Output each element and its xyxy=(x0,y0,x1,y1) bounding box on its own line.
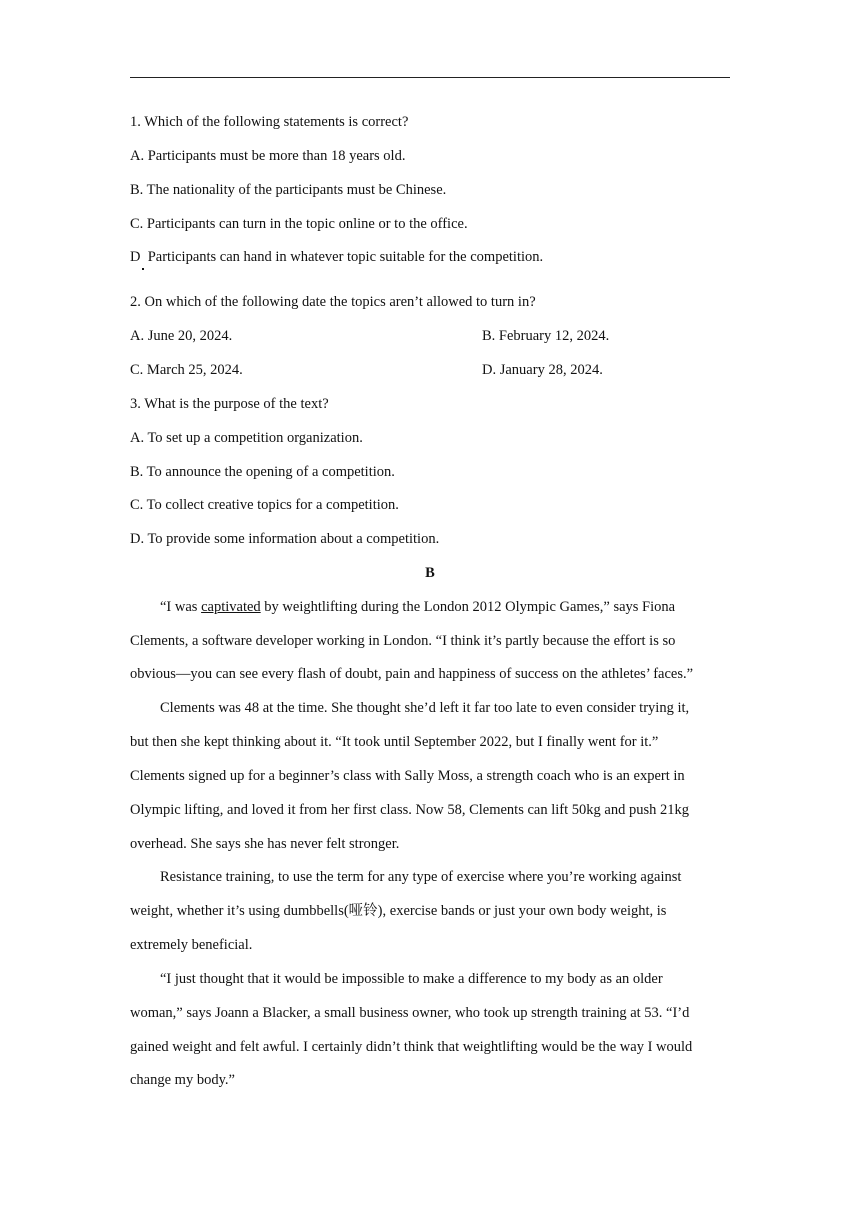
option-d-dot-mark xyxy=(142,268,144,270)
question-2-stem: 2. On which of the following date the topics aren’t allowed to turn in? xyxy=(130,294,536,310)
section-title: B xyxy=(425,565,435,581)
question-1-stem: 1. Which of the following statements is correct? xyxy=(130,114,409,130)
paragraph-2-line-3: Clements signed up for a beginner’s class with Sally Moss, a strength coach who is an expert in xyxy=(130,768,685,784)
paragraph-2-line-2: but then she kept thinking about it. “It took until September 2022, but I finally went for it.” xyxy=(130,734,659,750)
question-3-option-b: B. To announce the opening of a competition. xyxy=(130,464,395,480)
paragraph-2-line-1: Clements was 48 at the time. She thought she’d left it far too late to even consider trying it, xyxy=(160,700,690,716)
paragraph-3-line-3: extremely beneficial. xyxy=(130,937,253,953)
underlined-word: captivated xyxy=(201,599,261,615)
question-3-option-a: A. To set up a competition organization. xyxy=(130,430,363,446)
question-1-option-a: A. Participants must be more than 18 years old. xyxy=(130,148,406,164)
paragraph-3-line-1: Resistance training, to use the term for any type of exercise where you’re working against xyxy=(160,869,682,885)
question-1-option-c: C. Participants can turn in the topic online or to the office. xyxy=(130,216,468,232)
paragraph-4-line-1: “I just thought that it would be impossible to make a difference to my body as an older xyxy=(160,971,663,987)
question-2-option-d: D. January 28, 2024. xyxy=(482,362,603,378)
question-2-option-a: A. June 20, 2024. xyxy=(130,328,233,344)
paragraph-1-text-post: by weightlifting during the London 2012 Olympic Games,” says Fiona xyxy=(260,599,676,615)
paragraph-3-line-2: weight, whether it’s using dumbbells(哑铃), exercise bands or just your own body weight, is xyxy=(130,903,667,919)
paragraph-2-line-4: Olympic lifting, and loved it from her first class. Now 58, Clements can lift 50kg and push 21kg xyxy=(130,802,689,818)
paragraph-1-line-1 xyxy=(160,598,675,616)
paragraph-4-line-3: gained weight and felt awful. I certainly didn’t think that weightlifting would be the way I would xyxy=(130,1039,693,1055)
question-3-stem: 3. What is the purpose of the text? xyxy=(130,396,329,412)
paragraph-4-line-2: woman,” says Joann a Blacker, a small business owner, who took up strength training at 53. “I’d xyxy=(130,1005,690,1021)
paragraph-4-line-4: change my body.” xyxy=(130,1072,235,1088)
question-2-option-c: C. March 25, 2024. xyxy=(130,362,243,378)
question-3-option-c: C. To collect creative topics for a competition. xyxy=(130,497,399,513)
paragraph-1-text-pre: “I was xyxy=(160,599,202,615)
paragraph-1-line-3: obvious—you can see every flash of doubt, pain and happiness of success on the athletes’ faces.” xyxy=(130,666,694,682)
paragraph-1-line-2: Clements, a software developer working in London. “I think it’s partly because the effort is so xyxy=(130,633,676,649)
question-1-option-d: D Participants can hand in whatever topic suitable for the competition. xyxy=(130,249,544,265)
question-2-option-b: B. February 12, 2024. xyxy=(482,328,610,344)
header-rule xyxy=(130,77,730,78)
paragraph-2-line-5: overhead. She says she has never felt stronger. xyxy=(130,836,400,852)
question-3-option-d: D. To provide some information about a competition. xyxy=(130,531,440,547)
question-1-option-b: B. The nationality of the participants must be Chinese. xyxy=(130,182,447,198)
